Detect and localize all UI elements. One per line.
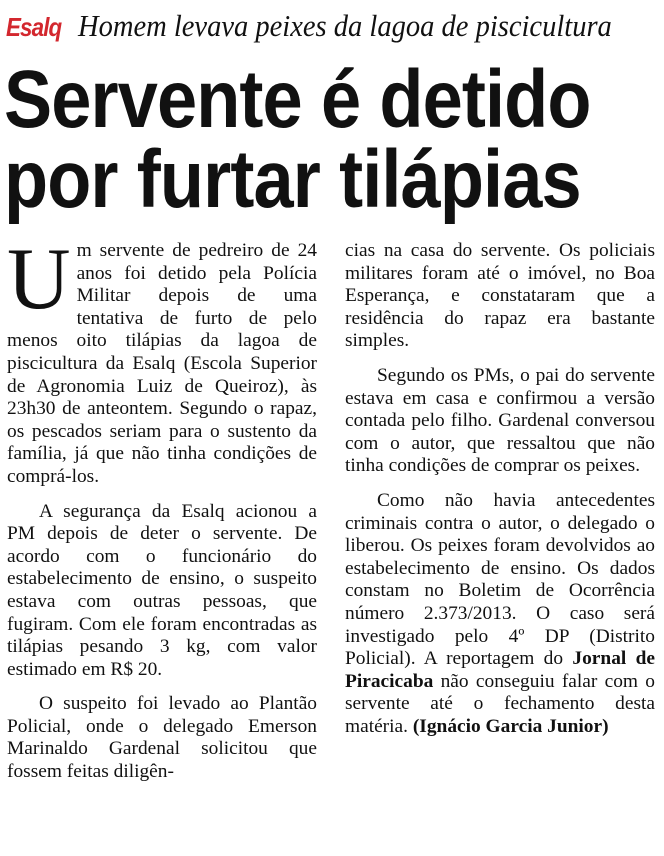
paragraph-1 (7, 231, 317, 489)
paragraph-1-text: m servente de pedreiro de 24 anos foi detido pela Polícia Militar depois de uma tentativa de furto de pelo menos oito tilápias da lagoa de piscicultura da Esalq (Escola Superior de Agronomia Luiz de Queiroz), às 23h30 de anteontem. Segundo o rapaz, os pescados seriam para o sustento da família, já que não tinha condições de comprá-los. (7, 240, 317, 487)
paragraph-5 (345, 490, 655, 739)
kicker (6, 8, 658, 44)
paragraph-4: Segundo os PMs, o pai do servente estava em casa e confirmou a versão contada pelo filho. Gardenal conversou com o autor, que ressaltou que não tinha condições de comprar os peixes. (345, 364, 655, 477)
paragraph-5-text-b: não conseguiu falar com o servente até o fechamento desta matéria. (345, 670, 655, 737)
newspaper-name: Jornal de Piracicaba (345, 648, 655, 692)
article-column-left (7, 231, 317, 796)
section-tag: Esalq (6, 12, 62, 42)
paragraph-3-start: O suspeito foi levado ao Plantão Policial, onde o delegado Emerson Marinaldo Gardenal solicitou que fossem feitas diligên- (7, 693, 317, 783)
paragraph-3-continued: cias na casa do servente. Os policiais militares foram até o imóvel, no Boa Esperança, e constataram que a residência do rapaz era bastante simples. (345, 240, 655, 352)
paragraph-2: A segurança da Esalq acionou a PM depois de deter o servente. De acordo com o funcionário do estabelecimento de ensino, o suspeito estava com outras pessoas, que fugiram. Com ele foram encontradas as tilápias pesando 3 kg, com valor estimado em R$ 20. (7, 500, 317, 680)
byline: (Ignácio Garcia Junior) (412, 715, 609, 737)
headline (4, 54, 591, 225)
paragraph-5-text-a: Como não havia antecedentes criminais contra o autor, o delegado o liberou. Os peixes foram devolvidos ao estabelecimento de ensino. Os dados constam no Boletim de Ocorrência número 2.373/2013. O caso será investigado pelo 4º DP (Distrito Policial). A reportagem do (345, 489, 655, 670)
kicker-text: Homem levava peixes da lagoa de piscicultura (78, 8, 613, 43)
article-column-right (345, 240, 655, 750)
headline-line-2: por furtar tilápias (4, 134, 581, 225)
drop-cap: U (7, 231, 71, 328)
headline-line-1: Servente é detido (4, 54, 591, 145)
